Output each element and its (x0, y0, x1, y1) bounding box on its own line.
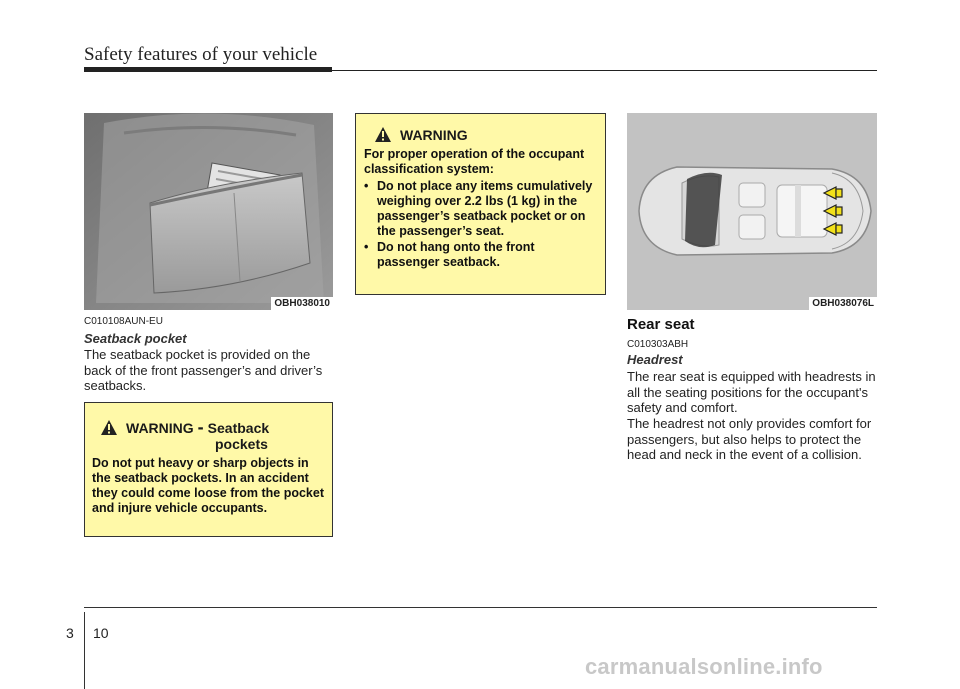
seatback-pocket-photo (84, 113, 333, 310)
warning-title: WARNING (400, 126, 468, 143)
subhead-headrest: Headrest (627, 352, 683, 367)
section-code: C010303ABH (627, 339, 689, 350)
warning-box-occupant-classification (355, 113, 606, 295)
header-rule-thin (332, 70, 877, 71)
warning-item: • Do not place any items cumulatively weighing over 2.2 lbs (1 kg) in the passenger’s seatback pocket or on the passenger’s seat. (364, 179, 598, 239)
warning-title: WARNING (126, 419, 194, 436)
watermark-text: carmanualsonline.info (585, 654, 823, 679)
seatback-pocket-illustration (84, 113, 333, 310)
photo-caption: OBH038010 (271, 297, 333, 310)
warning-triangle-icon (374, 126, 392, 143)
warning-intro: For proper operation of the occupant classification system: (364, 147, 585, 176)
rear-seat-headrest-photo (627, 113, 877, 310)
chapter-number: 3 (66, 625, 74, 641)
footer-rule (84, 607, 877, 608)
warning-topic-line2: pockets (215, 436, 268, 452)
headrest-paragraph-2: The headrest not only provides comfort for passengers, but also helps to protect the head and neck in the event of a collision. (627, 416, 872, 462)
section-code: C010108AUN-EU (84, 316, 163, 327)
section-title-rear-seat: Rear seat (627, 316, 695, 333)
headrest-paragraph-1: The rear seat is equipped with headrests in all the seating positions for the occupant's safety and comfort. (627, 369, 876, 415)
photo-caption: OBH038076L (809, 297, 877, 310)
page-number: 10 (93, 625, 109, 641)
car-top-view-illustration (627, 113, 877, 310)
page-header-title: Safety features of your vehicle (84, 44, 318, 65)
warning-list (364, 179, 598, 270)
warning-text: Do not put heavy or sharp objects in the seatback pockets. In an accident they could come loose from the pocket and injure vehicle occupants. (92, 456, 324, 515)
seatback-pocket-body: The seatback pocket is provided on the back of the front passenger’s and driver’s seatbacks. (84, 347, 323, 393)
warning-topic-line1: Seatback (207, 419, 270, 436)
warning-box-seatback-pockets (84, 402, 333, 537)
warning-dash: - (197, 417, 204, 437)
warning-item: • Do not hang onto the front passenger seatback. (364, 240, 598, 270)
footer-divider (84, 612, 85, 689)
header-rule-thick (84, 67, 332, 72)
warning-triangle-icon (100, 419, 118, 436)
subhead-seatback-pocket: Seatback pocket (84, 331, 187, 346)
